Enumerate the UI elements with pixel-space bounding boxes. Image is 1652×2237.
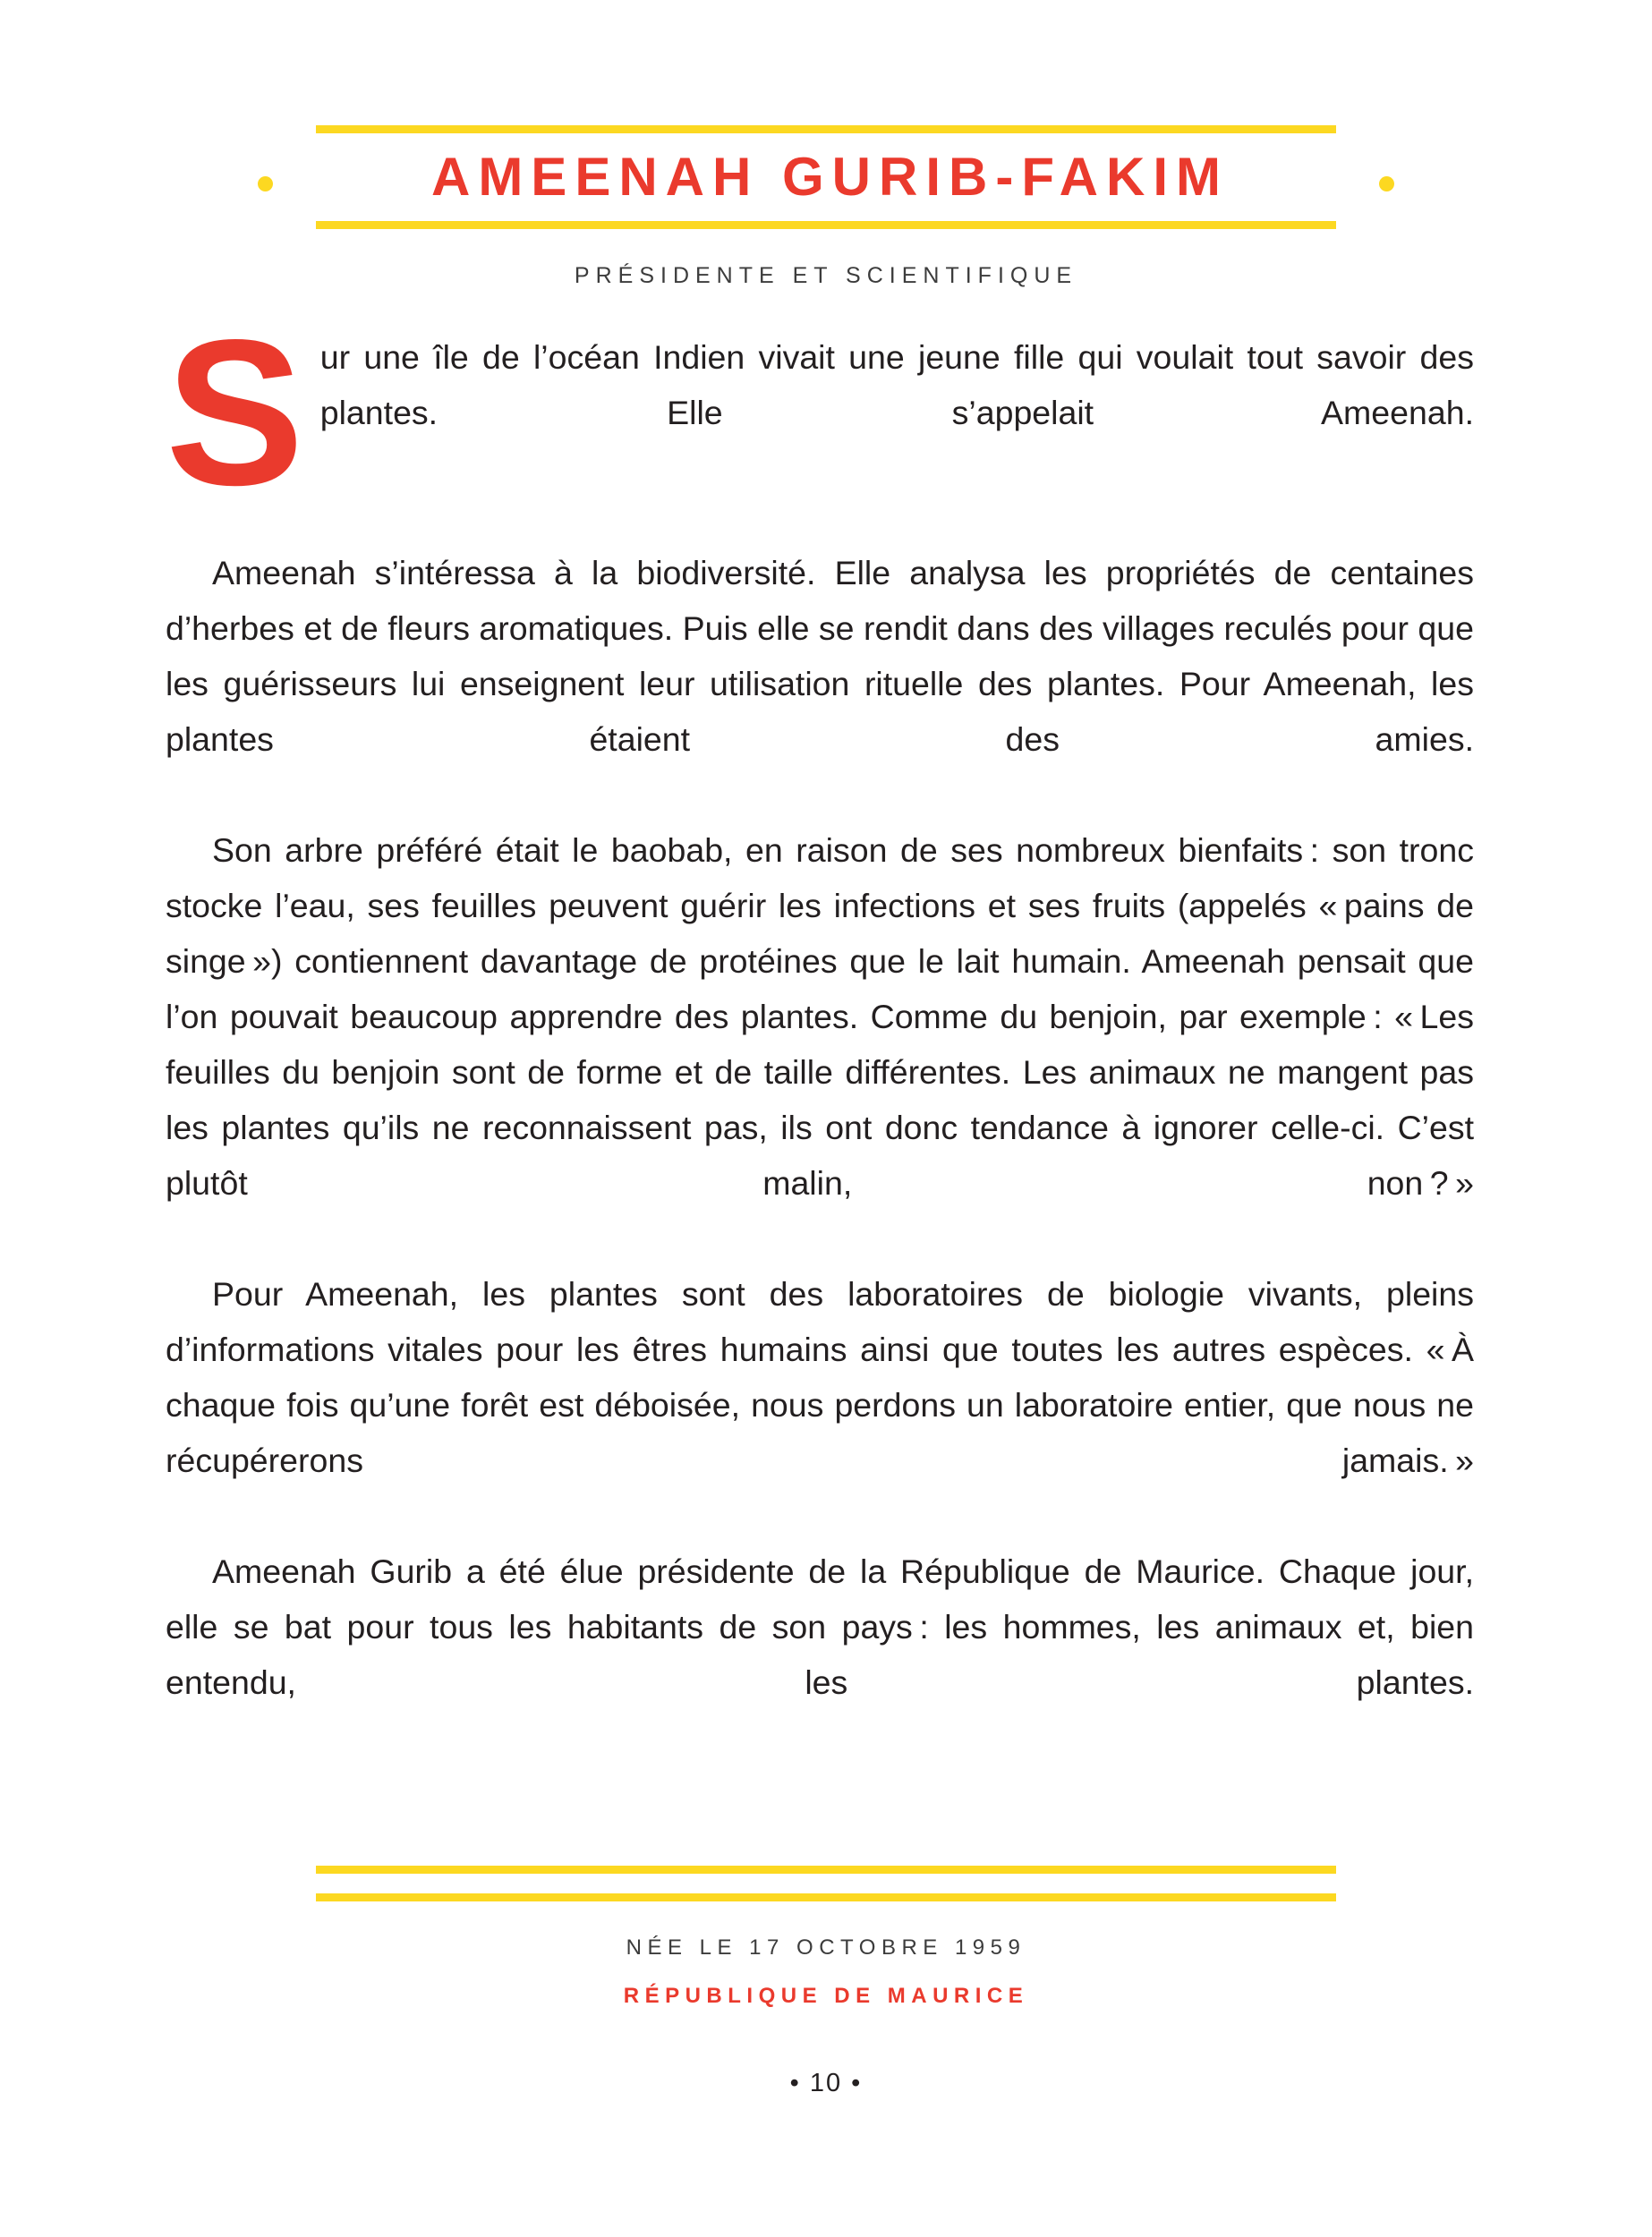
- footer-meta: [0, 1935, 1652, 2009]
- paragraph-2-text: Ameenah s’intéressa à la biodiversité. Elle analysa les propriétés de centaines d’herbes et de fleurs aromatiques. Puis elle se rendit dans des villages reculés pour que les guérisseurs lui enseignent leur utilisation rituelle des plantes. Pour Ameenah, les plantes étaient des amies.: [166, 553, 1474, 758]
- footer-rule-top-wrap: [316, 1866, 1336, 1874]
- paragraph-5-text: Ameenah Gurib a été élue présidente de la République de Maurice. Chaque jour, elle se bat pour tous les habitants de son pays : les hommes, les animaux et, bien entendu, les plantes.: [166, 1552, 1474, 1701]
- header-rule-top: [316, 125, 1336, 133]
- footer-rule-bottom: [316, 1893, 1336, 1901]
- bullet-dot-left-icon: [258, 176, 273, 191]
- footer-rule-gap: [0, 1874, 1652, 1893]
- page-subtitle: PRÉSIDENTE ET SCIENTIFIQUE: [574, 263, 1078, 288]
- footer-rule-bottom-wrap: [316, 1893, 1336, 1901]
- bullet-dot-right-icon: [1379, 176, 1394, 191]
- paragraph-4: [166, 1266, 1474, 1544]
- paragraph-5: [166, 1544, 1474, 1765]
- birth-date-line: NÉE LE 17 OCTOBRE 1959: [626, 1935, 1026, 1960]
- drop-cap: S: [166, 297, 304, 529]
- title-row: [316, 133, 1336, 221]
- paragraph-1-text: ur une île de l’océan Indien vivait une jeune fille qui voulait tout savoir des plantes. Elle s’appelait Ameenah.: [319, 338, 1474, 431]
- page-number: • 10 •: [789, 2069, 863, 2097]
- article-body: [166, 297, 1474, 1765]
- paragraph-3: [166, 822, 1474, 1266]
- paragraph-3-text: Son arbre préféré était le baobab, en raison de ses nombreux bienfaits : son tronc stocke l’eau, ses feuilles peuvent guérir les infections et ses fruits (appelés « pains de singe ») contiennent davantage de protéines que le lait humain. Ameenah pensait que l’on pouvait beaucoup apprendre des plantes. Comme du benjoin, par exemple : « Les feuilles du benjoin sont de forme et de taille différentes. Les animaux ne mangent pas les plantes qu’ils ne reconnaissent pas, ils ont donc tendance à ignorer celle-ci. C’est plutôt malin, non ? »: [166, 830, 1474, 1202]
- header-rule-bottom-wrap: [316, 221, 1336, 229]
- page-header: [0, 125, 1652, 289]
- footer-rule-top: [316, 1866, 1336, 1874]
- paragraph-1: [166, 297, 1474, 545]
- header-rule-top-wrap: [316, 125, 1336, 133]
- footer-rules: [0, 1866, 1652, 1901]
- country-line: RÉPUBLIQUE DE MAURICE: [623, 1984, 1029, 2008]
- paragraph-2: [166, 545, 1474, 822]
- header-rule-bottom: [316, 221, 1336, 229]
- page-title: AMEENAH GURIB-FAKIM: [431, 147, 1229, 207]
- paragraph-4-text: Pour Ameenah, les plantes sont des laboratoires de biologie vivants, pleins d’informations vitales pour les êtres humains ainsi que toutes les autres espèces. « À chaque fois qu’une forêt est déboisée, nous perdons un laboratoire entier, que nous ne récupérerons jamais. »: [166, 1274, 1474, 1479]
